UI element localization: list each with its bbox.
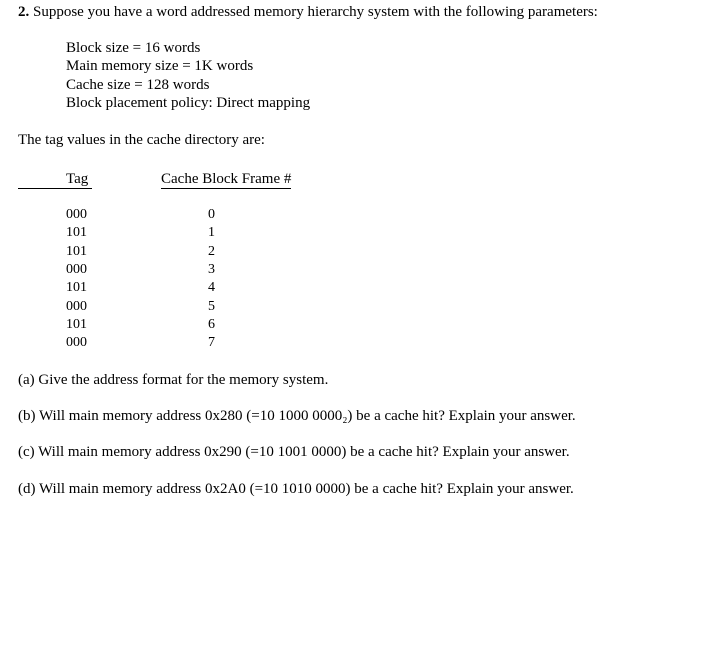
frame-cell: 5 (208, 298, 215, 314)
subquestion-d: (d) Will main memory address 0x2A0 (=10 1010 0000) be a cache hit? Explain your answer. (18, 481, 574, 497)
tag-cell: 101 (66, 243, 87, 259)
tag-cell: 101 (66, 225, 87, 241)
frame-cell: 4 (208, 280, 215, 296)
frame-cell: 2 (208, 243, 215, 259)
tag-cell: 000 (66, 298, 87, 314)
directory-intro: The tag values in the cache directory are: (18, 132, 265, 148)
tag-cell: 101 (66, 280, 87, 296)
tag-cell: 101 (66, 316, 87, 332)
question-number: 2. (18, 4, 30, 20)
param-block-size: Block size = 16 words (66, 40, 201, 56)
question-header (18, 4, 598, 21)
question-prompt: Suppose you have a word addressed memory hierarchy system with the following parameters: (33, 4, 598, 20)
table-header-tag-label: Tag (66, 171, 89, 187)
frame-cell: 7 (208, 335, 215, 351)
param-placement-policy: Block placement policy: Direct mapping (66, 95, 311, 111)
table-header-frame: Cache Block Frame # (161, 171, 292, 187)
frame-cell: 1 (208, 225, 215, 241)
frame-cell: 6 (208, 316, 215, 332)
tag-cell: 000 (66, 207, 87, 222)
frame-cell: 0 (208, 207, 215, 222)
subquestion-c: (c) Will main memory address 0x290 (=10 1001 0000) be a cache hit? Explain your answer. (18, 444, 570, 460)
tag-cell: 000 (66, 261, 87, 277)
param-cache-size: Cache size = 128 words (66, 77, 210, 93)
param-main-memory-size: Main memory size = 1K words (66, 58, 254, 74)
table-header-tag (18, 171, 92, 189)
tag-cell: 000 (66, 335, 87, 351)
frame-cell: 3 (208, 261, 215, 277)
subquestion-a: (a) Give the address format for the memory system. (18, 372, 329, 388)
subquestion-b: (b) Will main memory address 0x280 (=10 1000 0000₂) be a cache hit? Explain your answer. (18, 408, 576, 424)
